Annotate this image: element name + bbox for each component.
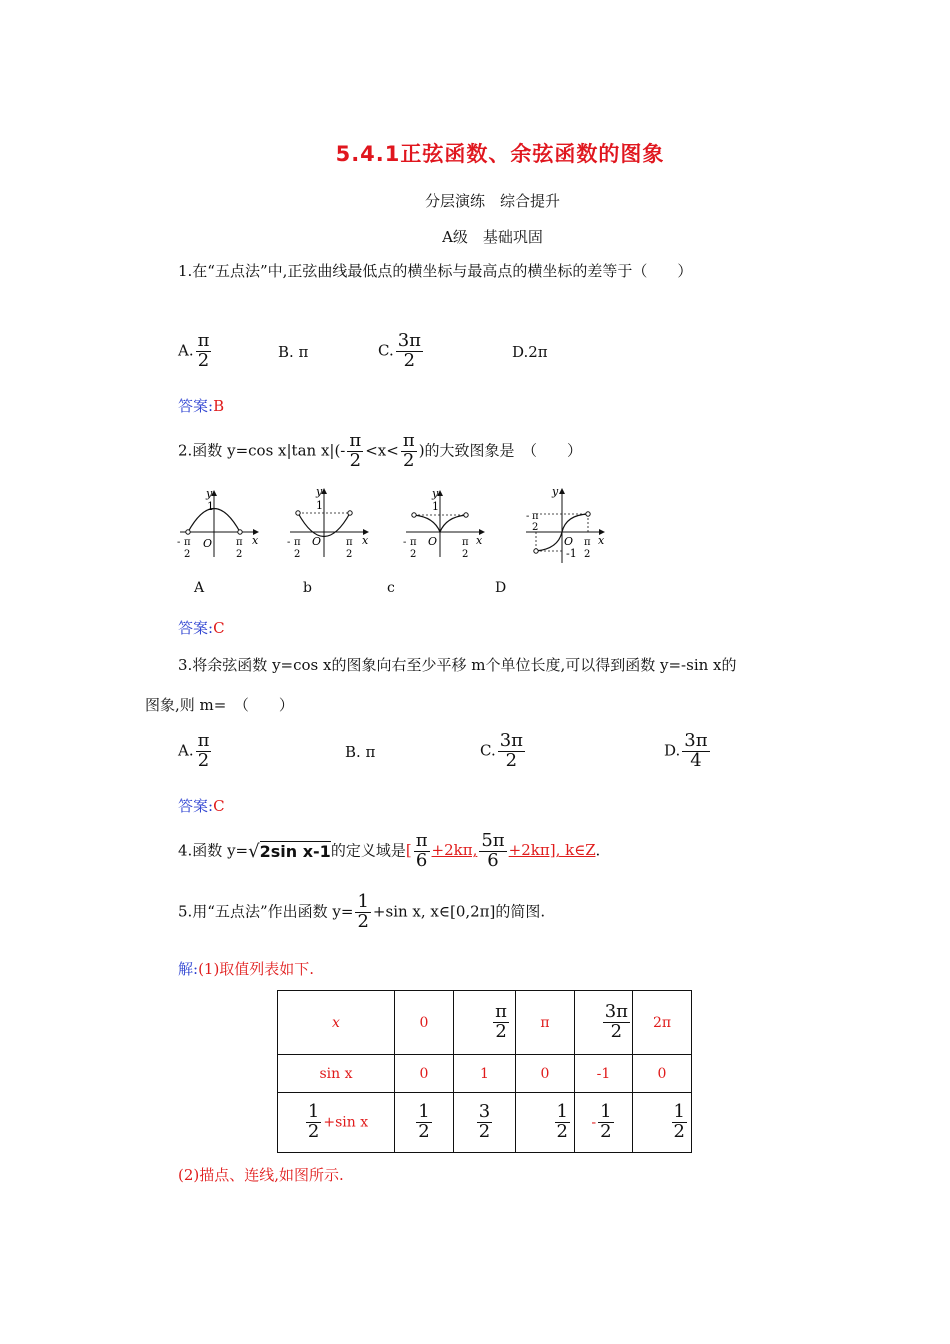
graph-d	[526, 485, 605, 563]
graph-b-pi-left: π	[294, 537, 301, 548]
q1-option-c: C. $\frac{3\pi}{2}$	[378, 330, 422, 371]
solution-step-2: (2)描点、连线,如图所示.	[178, 1166, 344, 1184]
graph-d-pi-label: π	[532, 511, 539, 522]
solution-step-1: 解:(1)取值列表如下.	[178, 960, 315, 978]
graph-b-pi-right: π	[346, 537, 353, 548]
table-row: sin x 0 1 0 -1 0	[278, 1055, 692, 1093]
question-3-line1: 3.将余弦函数 y=cos x的图象向右至少平移 m个单位长度,可以得到函数 y=-sin x的	[178, 656, 737, 674]
q3-option-b: B. π	[345, 743, 376, 761]
graph-c-pi-left: π	[410, 537, 417, 548]
graph-d-neg-label: -	[526, 511, 530, 522]
graph-b-origin-label: O	[312, 535, 322, 548]
graph-a-origin-label: O	[203, 537, 213, 550]
q1-option-d: D.2π	[512, 343, 548, 361]
graph-a-neg-label: -	[177, 537, 181, 548]
question-2: 2.函数 y=cos x|tan x|(- $\frac{\pi}{2}$ <x< $\frac{\pi}{2}$ )的大致图象是 （ ）	[178, 430, 583, 471]
graph-b-y-label: y	[316, 485, 323, 498]
question-3-line2: 图象,则 m= （ ）	[145, 696, 294, 714]
q4-answer: [ $\frac{\pi}{6}$ +2kπ, $\frac{5\pi}{6}$ +2kπ], k∈Z	[405, 830, 596, 871]
graph-label-c: c	[387, 580, 395, 596]
graph-d-x-label: x	[598, 534, 605, 547]
q3-option-c: C. $\frac{3\pi}{2}$	[480, 730, 524, 771]
graph-b-x-label: x	[362, 534, 369, 547]
graph-a-pi-left: π	[184, 537, 191, 548]
graph-d-neg-one-label: -1	[566, 547, 577, 560]
graph-a-one-label: 1	[207, 500, 214, 513]
graph-label-d: D	[495, 580, 507, 596]
q2-graphs	[170, 485, 620, 565]
q3-option-d: D. $\frac{3\pi}{4}$	[664, 730, 708, 771]
graph-a	[177, 487, 259, 560]
value-table	[277, 990, 692, 1153]
graph-c	[403, 487, 484, 560]
q1-option-b: B. π	[278, 343, 309, 361]
question-1: 1.在“五点法”中,正弦曲线最低点的横坐标与最高点的横坐标的差等于（ ）	[178, 262, 693, 280]
graph-d-y-label: y	[552, 485, 559, 498]
graph-c-neg-label: -	[403, 537, 407, 548]
sqrt-symbol: √	[248, 840, 260, 862]
graph-b-neg-label: -	[287, 537, 291, 548]
q2-answer: 答案:C	[178, 619, 225, 637]
graph-c-x-label: x	[476, 534, 483, 547]
q3-answer: 答案:C	[178, 797, 225, 815]
table-row: $\frac{1}{2}$ +sin x $\frac{1}{2}$ $\frac{3}{2}$ $\frac{1}{2}$ - $\frac{1}{2}$ $\frac{1}{2}$	[278, 1093, 692, 1153]
level-heading: A级 基础巩固	[442, 228, 543, 246]
graph-a-pi-right: π	[236, 537, 243, 548]
sqrt-radicand: 2sin x-1	[259, 842, 331, 862]
graph-c-two-left: 2	[410, 549, 417, 560]
graph-a-two-right: 2	[236, 549, 243, 560]
graph-d-two-right: 2	[584, 549, 591, 560]
graph-a-two-left: 2	[184, 549, 191, 560]
graph-d-two-label: 2	[532, 522, 539, 533]
graph-a-x-label: x	[252, 534, 259, 547]
graph-label-b: b	[303, 580, 312, 596]
graph-d-pi-right: π	[584, 537, 591, 548]
graph-a-y-label: y	[206, 487, 213, 500]
q1-answer: 答案:B	[178, 397, 225, 415]
q1-option-a: A. $\frac{\pi}{2}$	[178, 330, 210, 371]
graph-b-two-left: 2	[294, 549, 301, 560]
graph-c-pi-right: π	[462, 537, 469, 548]
graph-c-origin-label: O	[428, 535, 438, 548]
graph-b	[287, 485, 369, 560]
page-title: 5.4.1正弦函数、余弦函数的图象	[335, 142, 665, 166]
question-5: 5.用“五点法”作出函数 y= $\frac{1}{2}$ +sin x, x∈[0,2π]的简图.	[178, 891, 546, 932]
graph-b-one-label: 1	[316, 499, 323, 512]
graph-d-origin-label: O	[564, 535, 574, 548]
section-subtitle: 分层演练 综合提升	[424, 192, 560, 210]
graph-c-two-right: 2	[462, 549, 469, 560]
graph-c-y-label: y	[432, 487, 439, 500]
q3-option-a: A. $\frac{\pi}{2}$	[178, 730, 210, 771]
graph-b-two-right: 2	[346, 549, 353, 560]
graph-c-one-label: 1	[432, 500, 439, 513]
graph-label-a: A	[194, 580, 205, 596]
question-4: 4.函数 y=√2sin x-1的定义域是[ $\frac{\pi}{6}$ +2kπ, $\frac{5\pi}{6}$ +2kπ], k∈Z.	[178, 830, 601, 871]
table-row: x 0 $\frac{\pi}{2}$ π $\frac{3\pi}{2}$ 2π	[278, 991, 692, 1055]
